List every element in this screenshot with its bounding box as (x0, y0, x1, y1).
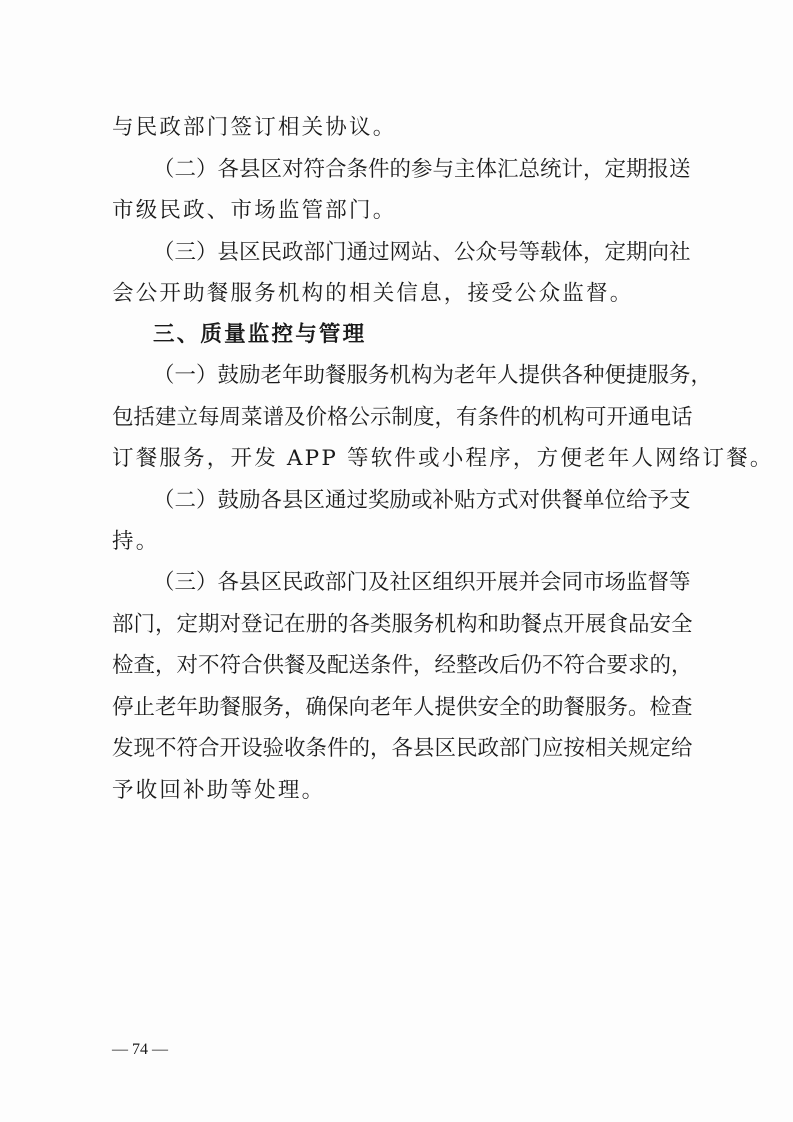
paragraph-line: 持。 (112, 529, 160, 554)
paragraph-line: （二）鼓励各县区通过奖励或补贴方式对供餐单位给予支 (153, 488, 691, 513)
paragraph-line: （三）县区民政部门通过网站、公众号等载体，定期向社 (153, 240, 691, 265)
section-heading: 三、质量监控与管理 (153, 322, 367, 347)
paragraph-line: 检查，对不符合供餐及配送条件，经整改后仍不符合要求的， (112, 653, 693, 678)
paragraph-line: 包括建立每周菜谱及价格公示制度，有条件的机构可开通电话 (112, 405, 693, 430)
paragraph-line: 予收回补助等处理。 (112, 778, 326, 803)
paragraph-line: 订餐服务，开发 APP 等软件或小程序，方便老年人网络订餐。 (112, 446, 774, 471)
paragraph-line: 发现不符合开设验收条件的，各县区民政部门应按相关规定给 (112, 736, 693, 761)
paragraph-line: （一）鼓励老年助餐服务机构为老年人提供各种便捷服务， (153, 363, 713, 388)
paragraph-line: （三）各县区民政部门及社区组织开展并会同市场监督等 (153, 570, 691, 595)
paragraph-line: 部门，定期对登记在册的各类服务机构和助餐点开展食品安全 (112, 612, 693, 637)
page-number: — 74 — (112, 1041, 168, 1058)
paragraph-line: 停止老年助餐服务，确保向老年人提供安全的助餐服务。检查 (112, 695, 693, 720)
paragraph-line: 市级民政、市场监管部门。 (112, 198, 397, 223)
paragraph-line: 与民政部门签订相关协议。 (112, 115, 397, 140)
paragraph-line: 会公开助餐服务机构的相关信息，接受公众监督。 (112, 281, 634, 306)
paragraph-line: （二）各县区对符合条件的参与主体汇总统计，定期报送 (153, 157, 691, 182)
